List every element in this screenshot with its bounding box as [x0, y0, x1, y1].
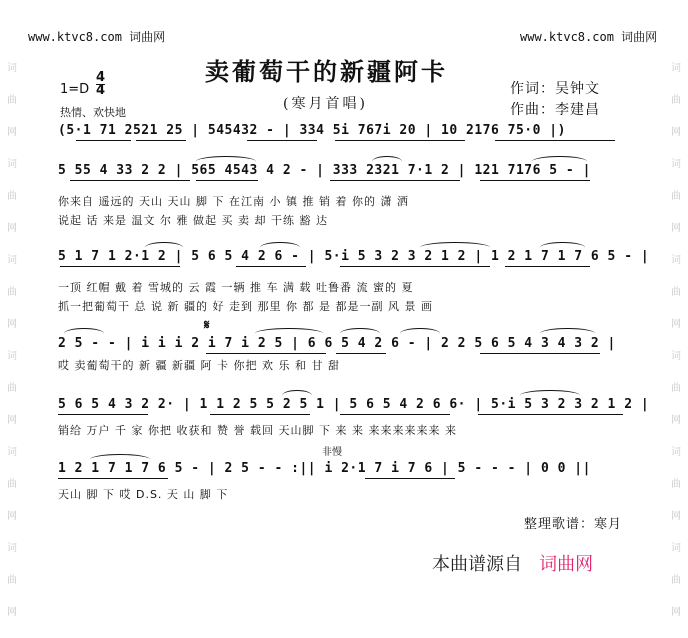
- watermark-char: 网: [7, 511, 17, 522]
- watermark-char: 网: [7, 415, 17, 426]
- beam-line: [330, 180, 460, 181]
- beam-line: [206, 353, 326, 354]
- watermark-char: 网: [7, 607, 17, 618]
- score-line-3: 2 5 - - | i i i 2 i 7 i 2 5 | 6 6 5 4 2 6 - | 2 2 5 6 5 4 3 4 3 2 |: [58, 336, 616, 351]
- watermark-char: 词: [7, 447, 17, 458]
- beam-line: [478, 414, 623, 415]
- beam-line: [210, 414, 310, 415]
- lyric-line-1a: 你来自 遥远的 天山 天山 脚 下 在江南 小 镇 推 销 着 你的 潇 洒: [58, 195, 409, 208]
- watermark-char: 网: [671, 223, 681, 234]
- arranger-credit: 整理歌谱：寒月: [524, 517, 623, 532]
- watermark-char: 曲: [7, 95, 17, 106]
- site-url-left[interactable]: www.ktvc8.com 词曲网: [28, 30, 166, 44]
- watermark-char: 曲: [671, 95, 681, 106]
- score-line-5: 1 2 1 7 1 7 6 5 - | 2 5 - - :|| i 2·1 7 i 7 6 | 5 - - - | 0 0 ||: [58, 461, 591, 476]
- slur: [145, 242, 183, 253]
- slur: [260, 242, 300, 253]
- slur: [400, 328, 440, 339]
- watermark-char: 词: [7, 159, 17, 170]
- slur: [520, 390, 580, 401]
- site-url-right[interactable]: www.ktvc8.com 词曲网: [520, 30, 658, 44]
- lyric-line-3: 哎 卖葡萄干的 新 疆 新疆 阿 卡 你把 欢 乐 和 甘 甜: [58, 359, 340, 372]
- beam-line: [340, 266, 490, 267]
- beam-line: [196, 180, 258, 181]
- source-credit[interactable]: [432, 550, 593, 576]
- slur: [532, 156, 587, 167]
- watermark-right: [668, 62, 684, 638]
- slur: [540, 242, 585, 253]
- beam-line: [480, 180, 590, 181]
- slur: [282, 390, 312, 401]
- time-signature: 4 4: [96, 70, 106, 98]
- lyric-line-5: 天山 脚 下 哎 D.S. 天 山 脚 下: [58, 488, 229, 501]
- watermark-char: 网: [7, 319, 17, 330]
- beam-line: [236, 266, 306, 267]
- slur: [420, 242, 490, 253]
- watermark-char: 曲: [671, 575, 681, 586]
- slur: [255, 328, 323, 339]
- beam-line: [335, 140, 465, 141]
- beam-line: [480, 353, 600, 354]
- watermark-char: 曲: [671, 191, 681, 202]
- watermark-char: 词: [7, 543, 17, 554]
- lyric-line-1b: 说起 话 来是 温文 尔 雅 做起 买 卖 却 干练 豁 达: [58, 214, 328, 227]
- beam-line: [365, 478, 455, 479]
- watermark-char: 网: [671, 415, 681, 426]
- score-intro: (5·1 71 2521 25 | 545432 - | 334 5i 767i 20 | 10 2176 75·0 |): [58, 123, 566, 138]
- watermark-char: 网: [7, 127, 17, 138]
- source-prefix: 本曲谱源自: [432, 554, 522, 575]
- lyric-line-2a: 一顶 红帽 戴 着 雪城的 云 霞 一辆 推 车 满 载 吐鲁番 流 蜜的 夏: [58, 281, 414, 294]
- beam-line: [340, 414, 450, 415]
- slur: [90, 454, 150, 465]
- watermark-char: 网: [671, 607, 681, 618]
- key-signature: 1=D: [60, 82, 90, 97]
- watermark-char: 词: [7, 351, 17, 362]
- slur: [340, 328, 380, 339]
- watermark-char: 网: [7, 223, 17, 234]
- beam-line: [505, 266, 590, 267]
- slur: [196, 156, 256, 167]
- beam-line: [76, 140, 131, 141]
- beam-line: [70, 180, 190, 181]
- watermark-char: 词: [671, 63, 681, 74]
- watermark-char: 词: [671, 447, 681, 458]
- beam-line: [247, 140, 317, 141]
- watermark-char: 网: [671, 127, 681, 138]
- beam-line: [336, 353, 386, 354]
- beam-line: [58, 478, 168, 479]
- score-line-1: 5 55 4 33 2 2 | 565 4543 4 2 - | 333 2321 7·1 2 | 121 7176 5 - |: [58, 163, 591, 178]
- score-line-4: 5 6 5 4 3 2 2· | 1 1 2 5 5 2 5 1 | 5 6 5 4 2 6 6· | 5·i 5 3 2 3 2 1 2 |: [58, 397, 650, 412]
- score-line-2: 5 1 7 1 2·1 2 | 5 6 5 4 2 6 - | 5·i 5 3 2 3 2 1 2 | 1 2 1 7 1 7 6 5 - |: [58, 249, 650, 264]
- source-brand-link[interactable]: 词曲网: [539, 554, 594, 575]
- beam-line: [60, 266, 180, 267]
- tempo-change-label: 非慢: [322, 447, 342, 458]
- beam-line: [136, 140, 186, 141]
- watermark-left: [4, 62, 20, 638]
- watermark-char: 曲: [671, 287, 681, 298]
- watermark-char: 词: [671, 351, 681, 362]
- watermark-char: 网: [671, 319, 681, 330]
- watermark-char: 词: [671, 159, 681, 170]
- watermark-char: 曲: [7, 287, 17, 298]
- page-title: 卖葡萄干的新疆阿卡: [205, 57, 448, 86]
- watermark-char: 网: [671, 511, 681, 522]
- watermark-char: 词: [7, 63, 17, 74]
- watermark-char: 曲: [671, 383, 681, 394]
- lyric-line-4: 销给 万户 千 家 你把 收获和 赞 誉 载回 天山脚 下 来 来 来来来来来来 来: [58, 424, 457, 437]
- page-subtitle: (寒月首唱): [283, 96, 368, 112]
- beam-line: [58, 414, 148, 415]
- slur: [64, 328, 104, 339]
- slur: [372, 156, 402, 167]
- tempo-marking: 热情、欢快地: [60, 106, 126, 119]
- watermark-char: 曲: [7, 479, 17, 490]
- beam-line: [495, 140, 615, 141]
- watermark-char: 曲: [7, 383, 17, 394]
- watermark-char: 曲: [671, 479, 681, 490]
- watermark-char: 词: [7, 255, 17, 266]
- lyricist-credit: 作词：吴钟文: [510, 81, 600, 97]
- watermark-char: 曲: [7, 575, 17, 586]
- watermark-char: 词: [671, 255, 681, 266]
- composer-credit: 作曲：李建昌: [510, 102, 600, 118]
- segno-mark: 𝄋: [204, 318, 210, 333]
- watermark-char: 词: [671, 543, 681, 554]
- lyric-line-2b: 抓一把葡萄干 总 说 新 疆的 好 走到 那里 你 都 是 都是一副 风 景 画: [58, 300, 433, 313]
- slur: [540, 328, 595, 339]
- watermark-char: 曲: [7, 191, 17, 202]
